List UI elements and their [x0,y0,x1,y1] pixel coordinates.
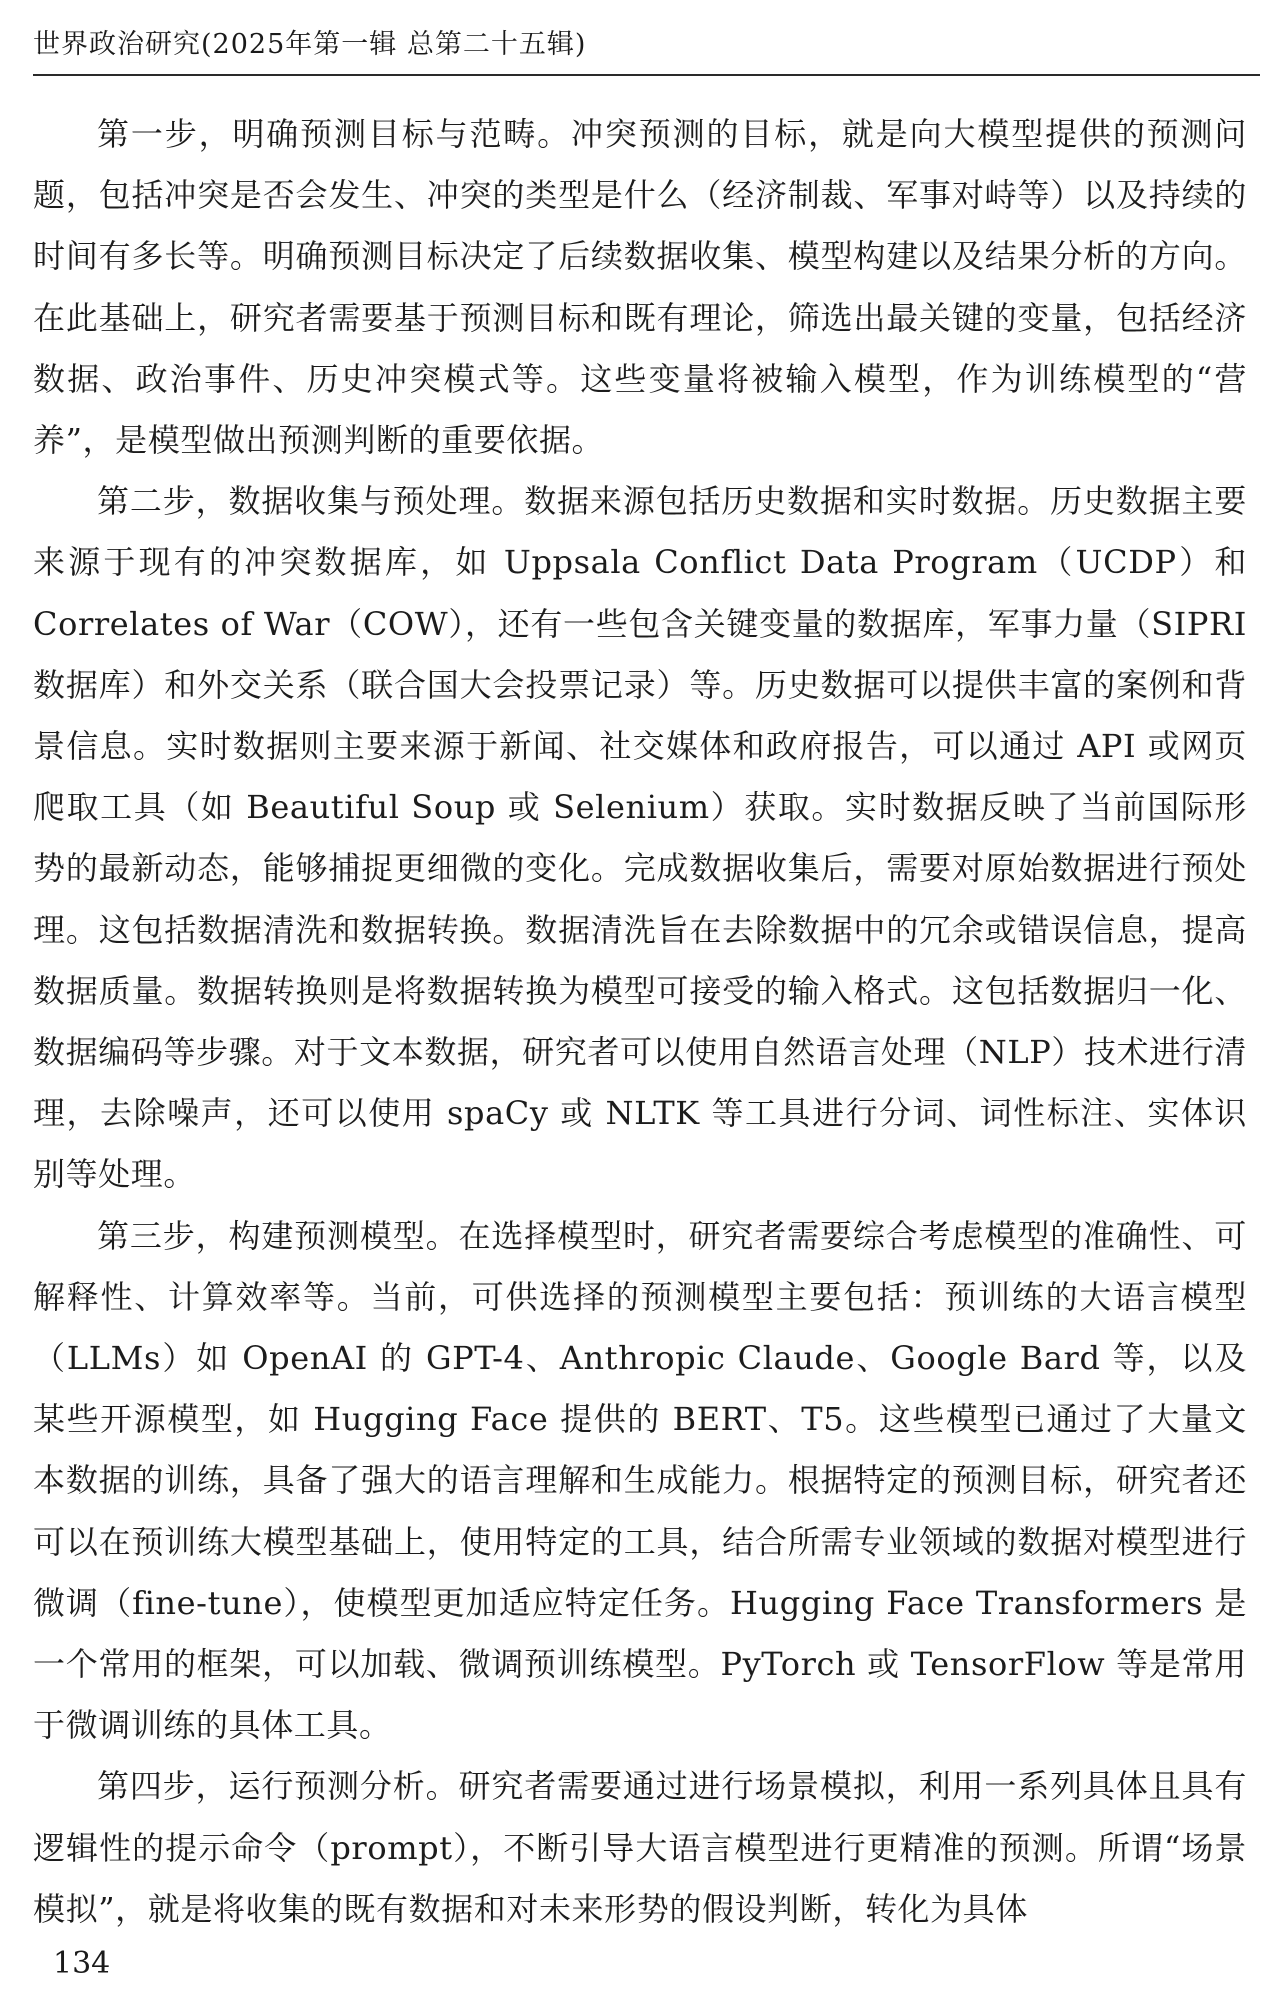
header-rule [33,74,1260,76]
paragraph-step-two: 第二步，数据收集与预处理。数据来源包括历史数据和实时数据。历史数据主要来源于现有的冲突数据库，如 Uppsala Conflict Data Program（UCDP）和 Correlates of War（COW），还有一些包含关键变量的数据库，军事力量（SIPRI 数据库）和外交关系（联合国大会投票记录）等。历史数据可以提供丰富的案例和背景信息。实时数据则主要来源于新闻、社交媒体和政府报告，可以通过 API 或网页爬取工具（如 Beautiful Soup 或 Selenium）获取。实时数据反映了当前国际形势的最新动态，能够捕捉更细微的变化。完成数据收集后，需要对原始数据进行预处理。这包括数据清洗和数据转换。数据清洗旨在去除数据中的冗余或错误信息，提高数据质量。数据转换则是将数据转换为模型可接受的输入格式。这包括数据归一化、数据编码等步骤。对于文本数据，研究者可以使用自然语言处理（NLP）技术进行清理，去除噪声，还可以使用 spaCy 或 NLTK 等工具进行分词、词性标注、实体识别等处理。 [33,482,1247,1194]
body-text [33,104,1247,1940]
running-header: 世界政治研究(2025年第一辑 总第二十五辑) [33,29,587,60]
paragraph-step-four: 第四步，运行预测分析。研究者需要通过进行场景模拟，利用一系列具体且具有逻辑性的提示命令（prompt），不断引导大语言模型进行更精准的预测。所谓“场景模拟”，就是将收集的既有数据和对未来形势的假设判断，转化为具体 [33,1767,1247,1928]
paragraph-step-three: 第三步，构建预测模型。在选择模型时，研究者需要综合考虑模型的准确性、可解释性、计算效率等。当前，可供选择的预测模型主要包括：预训练的大语言模型（LLMs）如 OpenAI 的 GPT-4、Anthropic Claude、Google Bard 等，以及某些开源模型，如 Hugging Face 提供的 BERT、T5。这些模型已通过了大量文本数据的训练，具备了强大的语言理解和生成能力。根据特定的预测目标，研究者还可以在预训练大模型基础上，使用特定的工具，结合所需专业领域的数据对模型进行微调（fine-tune），使模型更加适应特定任务。Hugging Face Transformers 是一个常用的框架，可以加载、微调预训练模型。PyTorch 或 TensorFlow 等是常用于微调训练的具体工具。 [33,1216,1247,1745]
page-number: 134 [53,1946,111,1981]
paragraph-step-one: 第一步，明确预测目标与范畴。冲突预测的目标，就是向大模型提供的预测问题，包括冲突是否会发生、冲突的类型是什么（经济制裁、军事对峙等）以及持续的时间有多长等。明确预测目标决定了后续数据收集、模型构建以及结果分析的方向。在此基础上，研究者需要基于预测目标和既有理论，筛选出最关键的变量，包括经济数据、政治事件、历史冲突模式等。这些变量将被输入模型，作为训练模型的“营养”，是模型做出预测判断的重要依据。 [33,115,1247,460]
